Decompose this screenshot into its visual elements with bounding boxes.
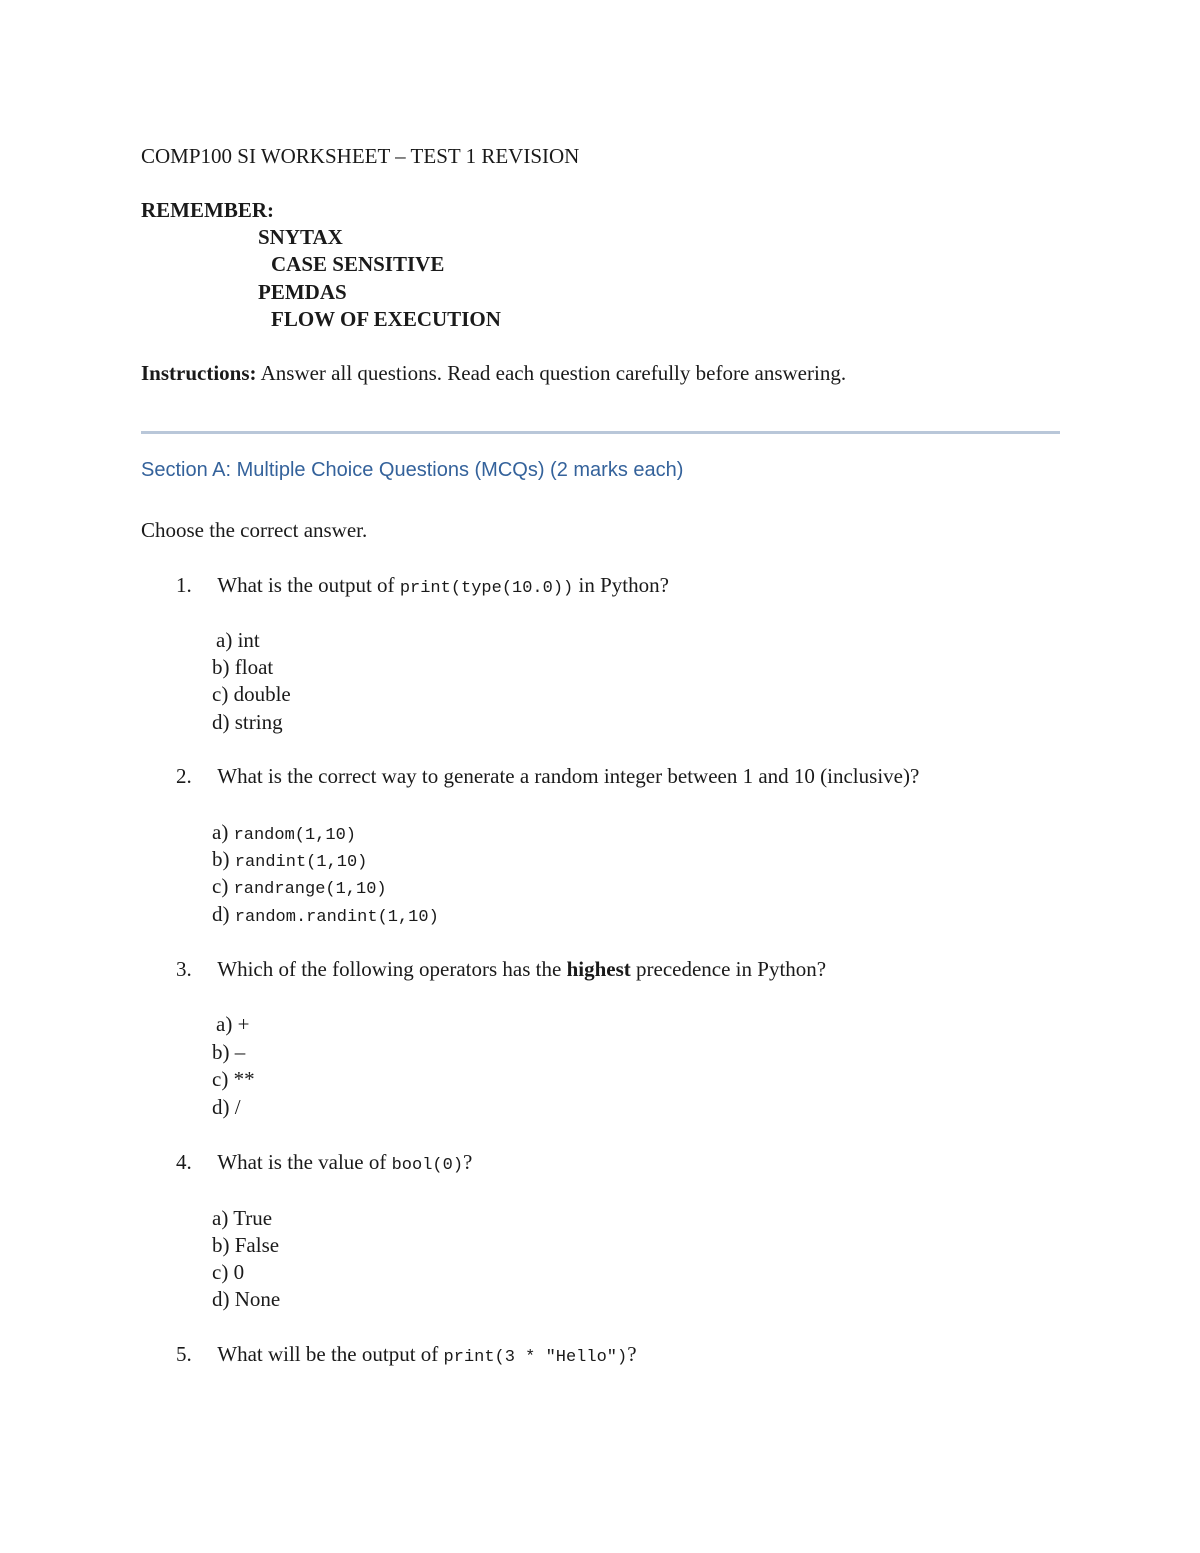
question-text: What is the output of xyxy=(217,573,400,597)
option-label: d) xyxy=(212,710,230,734)
question-text: What is the value of xyxy=(217,1150,392,1174)
option-text: 0 xyxy=(228,1260,245,1284)
q4-option-b[interactable] xyxy=(212,1233,279,1258)
option-text: double xyxy=(228,682,291,706)
section-divider xyxy=(141,431,1060,434)
q3-option-d[interactable] xyxy=(212,1095,241,1120)
q3-option-c[interactable] xyxy=(212,1067,255,1092)
question-text: What is the correct way to generate a random integer between 1 and 10 (inclusive)? xyxy=(217,764,920,788)
question-number: 4. xyxy=(176,1150,192,1174)
q1-option-d[interactable] xyxy=(212,710,283,735)
q1-option-a[interactable] xyxy=(216,628,260,653)
question-3 xyxy=(176,957,826,982)
q4-option-d[interactable] xyxy=(212,1287,280,1312)
question-text-end: precedence in Python? xyxy=(630,957,827,981)
q2-option-a[interactable] xyxy=(212,820,356,845)
section-a-heading: Section A: Multiple Choice Questions (MCQs) (2 marks each) xyxy=(141,459,684,481)
option-text: int xyxy=(232,628,260,652)
question-code: bool(0) xyxy=(391,1156,464,1175)
option-label: b) xyxy=(212,847,230,871)
option-label: c) xyxy=(212,1260,229,1284)
remember-item-flow-of-execution: FLOW OF EXECUTION xyxy=(271,307,501,331)
worksheet-title: COMP100 SI WORKSHEET – TEST 1 REVISION xyxy=(141,144,580,168)
q2-option-b[interactable] xyxy=(212,847,367,872)
option-text: / xyxy=(229,1095,241,1119)
question-code: print(type(10.0)) xyxy=(399,579,574,598)
q2-option-c[interactable] xyxy=(212,874,387,899)
option-label: a) xyxy=(212,820,229,844)
q3-option-a[interactable] xyxy=(216,1012,249,1037)
option-text: False xyxy=(229,1233,280,1257)
section-a-intro: Choose the correct answer. xyxy=(141,518,368,542)
question-number: 1. xyxy=(176,573,192,597)
remember-item-case-sensitive: CASE SENSITIVE xyxy=(271,252,445,276)
question-4 xyxy=(176,1150,472,1175)
option-label: a) xyxy=(216,628,233,652)
remember-item-syntax: SNYTAX xyxy=(258,225,343,249)
option-text: – xyxy=(229,1040,246,1064)
option-label: d) xyxy=(212,1095,230,1119)
option-label: d) xyxy=(212,1287,230,1311)
q4-option-c[interactable] xyxy=(212,1260,244,1285)
option-code: random(1,10) xyxy=(233,826,356,845)
question-2 xyxy=(176,764,919,789)
option-code: random.randint(1,10) xyxy=(234,908,439,927)
q1-option-c[interactable] xyxy=(212,682,291,707)
option-label: c) xyxy=(212,874,229,898)
question-1 xyxy=(176,573,669,598)
option-text: ** xyxy=(228,1067,255,1091)
option-label: c) xyxy=(212,1067,229,1091)
q4-option-a[interactable] xyxy=(212,1206,272,1231)
option-label: c) xyxy=(212,682,229,706)
question-number: 5. xyxy=(176,1342,192,1366)
option-label: b) xyxy=(212,1233,230,1257)
question-number: 2. xyxy=(176,764,192,788)
question-code: print(3 * "Hello") xyxy=(443,1348,628,1367)
option-code: randrange(1,10) xyxy=(233,880,387,899)
option-label: b) xyxy=(212,655,230,679)
option-label: d) xyxy=(212,902,230,926)
instructions-text: Answer all questions. Read each question carefully before answering. xyxy=(256,361,847,385)
option-text: + xyxy=(232,1012,250,1036)
question-text: What will be the output of xyxy=(217,1342,444,1366)
question-text-end: in Python? xyxy=(573,573,669,597)
option-text: True xyxy=(228,1206,273,1230)
instructions-label: Instructions: xyxy=(141,361,257,385)
question-emphasis: highest xyxy=(566,957,631,981)
option-code: randint(1,10) xyxy=(234,853,368,872)
q1-option-b[interactable] xyxy=(212,655,273,680)
option-label: a) xyxy=(216,1012,233,1036)
q3-option-b[interactable] xyxy=(212,1040,245,1065)
option-text: None xyxy=(229,1287,281,1311)
remember-item-pemdas: PEMDAS xyxy=(258,280,347,304)
question-5 xyxy=(176,1342,637,1367)
question-number: 3. xyxy=(176,957,192,981)
question-text-end: ? xyxy=(627,1342,637,1366)
option-label: b) xyxy=(212,1040,230,1064)
question-text: Which of the following operators has the xyxy=(217,957,567,981)
option-label: a) xyxy=(212,1206,229,1230)
option-text: float xyxy=(229,655,274,679)
question-text-end: ? xyxy=(463,1150,473,1174)
remember-heading: REMEMBER: xyxy=(141,198,274,222)
q2-option-d[interactable] xyxy=(212,902,439,927)
option-text: string xyxy=(229,710,283,734)
instructions xyxy=(141,361,846,386)
